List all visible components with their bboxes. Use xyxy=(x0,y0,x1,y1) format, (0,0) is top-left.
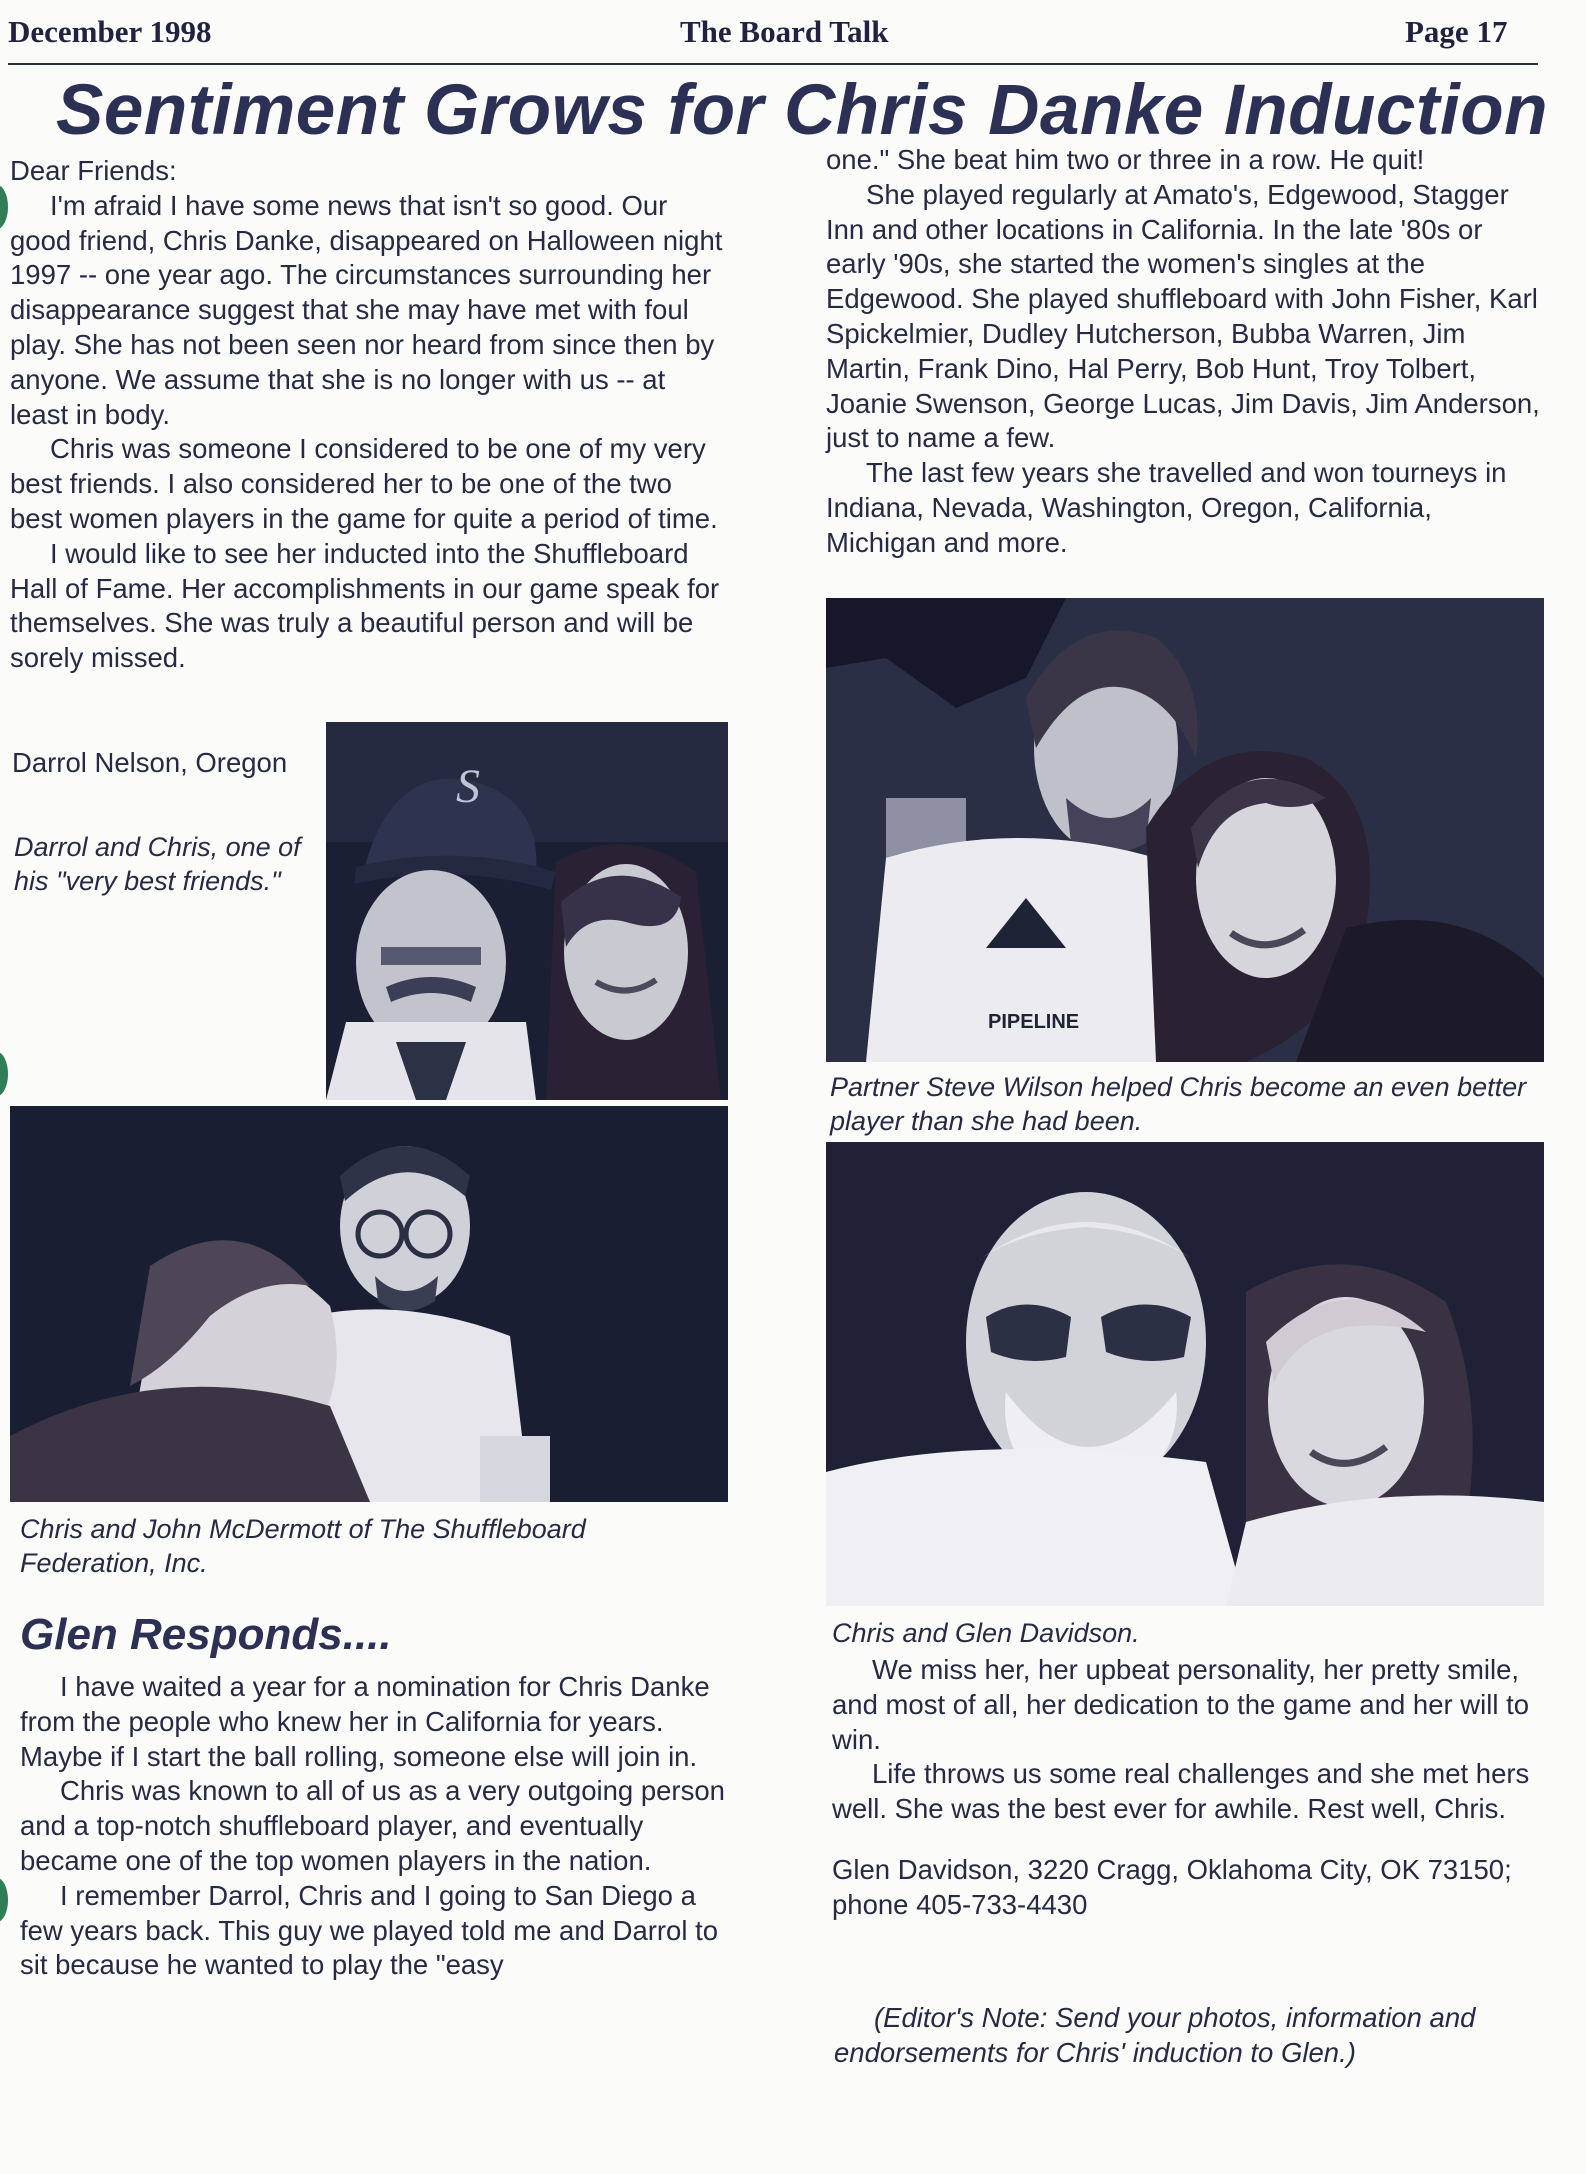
closing-paragraph: Life throws us some real challenges and she met hers well. She was the best ever for awhile. Rest well, Chris. xyxy=(832,1758,1530,1825)
header-rule xyxy=(8,63,1538,65)
glen-response-body xyxy=(20,1670,730,1983)
response-paragraph: one." She beat him two or three in a row. He quit! xyxy=(826,144,1425,175)
photo-darrol-and-chris xyxy=(326,722,728,1100)
page-number: Page 17 xyxy=(1405,14,1508,49)
response-continued xyxy=(826,143,1546,561)
response-paragraph: The last few years she travelled and won tourneys in Indiana, Nevada, Washington, Oregon, California, Michigan and more. xyxy=(826,457,1507,558)
closing-paragraph: We miss her, her upbeat personality, her pretty smile, and most of all, her dedication to the game and her will to win. xyxy=(832,1654,1530,1755)
photo-chris-and-glen-davidson xyxy=(826,1142,1544,1606)
section-heading-glen-responds: Glen Responds.... xyxy=(20,1610,392,1659)
letter-signature: Darrol Nelson, Oregon xyxy=(12,747,288,778)
response-paragraph: I remember Darrol, Chris and I going to San Diego a few years back. This guy we played told me and Darrol to sit because he wanted to play the "easy xyxy=(20,1879,719,1981)
response-paragraph: She played regularly at Amato's, Edgewood, Stagger Inn and other locations in California. In the late '80s or early '90s, she started the women's singles at the Edgewood. She played shuffleboard with John Fisher, Karl Spickelmier, Dudley Hutcherson, Bubba Warren, Jim Martin, Frank Dino, Hal Perry, Bob Hunt, Troy Tolbert, Joanie Swenson, George Lucas, Jim Davis, Jim Anderson, just to name a few. xyxy=(826,178,1540,454)
photo-caption-steve-wilson: Partner Steve Wilson helped Chris become an even better player than she had been. xyxy=(830,1072,1527,1136)
letter-paragraph: Chris was someone I considered to be one of my very best friends. I also considered her to be one of the two best women players in the game for quite a period of time. xyxy=(10,433,718,534)
binder-hole-mark xyxy=(0,1878,8,1922)
article-title: Sentiment Grows for Chris Danke Induction xyxy=(56,71,1548,150)
glen-signature: Glen Davidson, 3220 Cragg, Oklahoma City, OK 73150; phone 405-733-4430 xyxy=(832,1854,1512,1920)
response-paragraph: I have waited a year for a nomination for Chris Danke from the people who knew her in California for years. Maybe if I start the ball rolling, someone else will join in. xyxy=(20,1671,710,1772)
photo-chris-and-john-mcdermott xyxy=(10,1106,728,1502)
issue-date: December 1998 xyxy=(8,14,212,49)
letter-paragraph: I would like to see her inducted into the Shuffleboard Hall of Fame. Her accomplishments in our game speak for themselves. She was truly a beautiful person and will be sorely missed. xyxy=(10,537,720,674)
editor-note: (Editor's Note: Send your photos, information and endorsements for Chris' induction to Glen.) xyxy=(834,2002,1476,2068)
photo-steve-wilson-and-chris xyxy=(826,598,1544,1062)
binder-hole-mark xyxy=(0,1052,8,1096)
photo-caption-darrol-chris: Darrol and Chris, one of his "very best friends." xyxy=(14,832,301,896)
shirt-logo: PIPELINE xyxy=(988,1011,1080,1033)
page-header xyxy=(0,0,1586,70)
response-paragraph: Chris was known to all of us as a very outgoing person and a top-notch shuffleboard player, and eventually became one of the top women players in the nation. xyxy=(20,1775,725,1876)
letter-salutation: Dear Friends: xyxy=(10,155,177,186)
letter-body xyxy=(10,154,730,676)
binder-hole-mark xyxy=(0,185,8,229)
publication-name: The Board Talk xyxy=(680,14,889,49)
cap-logo: S xyxy=(456,760,480,813)
letter-paragraph: I'm afraid I have some news that isn't so good. Our good friend, Chris Danke, disappeared on Halloween night 1997 -- one year ago. The circumstances surrounding her disappearance suggest that she may have met with foul play. She has not been seen nor heard from since then by anyone. We assume that she is no longer with us -- at least in body. xyxy=(10,189,723,430)
photo-caption-chris-john: Chris and John McDermott of The Shuffleboard Federation, Inc. xyxy=(20,1514,586,1578)
closing-body xyxy=(832,1653,1552,1827)
photo-caption-glen-davidson: Chris and Glen Davidson. xyxy=(832,1618,1140,1648)
